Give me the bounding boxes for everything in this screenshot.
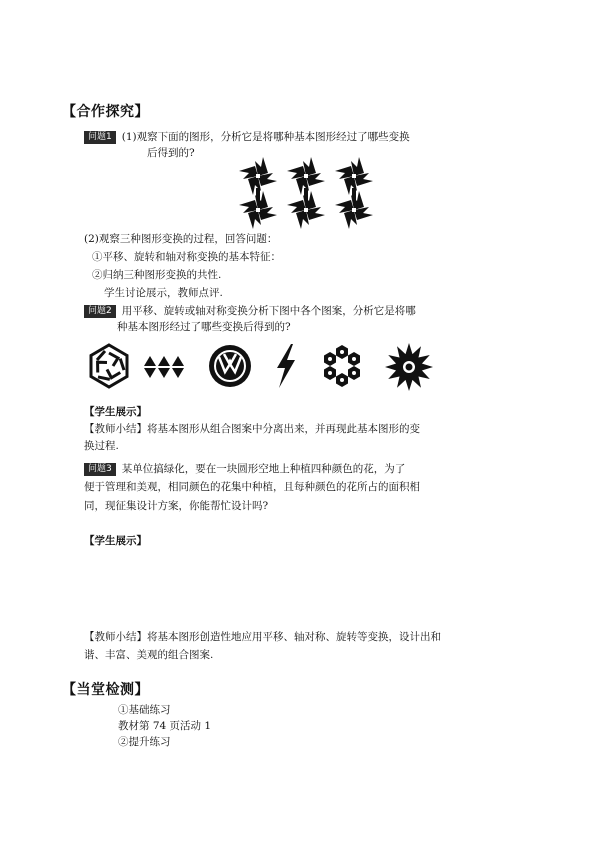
test-item-advanced-practice: ②提升练习 xyxy=(118,736,171,748)
triple-diamond-icon xyxy=(143,355,185,379)
question-3-tag: 问题3 xyxy=(84,463,116,476)
question-1-line-2: 后得到的? xyxy=(147,147,195,159)
teacher-summary-2-line-2: 谐、丰富、美观的组合图案. xyxy=(84,649,214,661)
student-show-heading-1: 【学生展示】 xyxy=(84,406,147,418)
test-item-textbook-activity: 教材第 74 页活动 1 xyxy=(118,720,212,732)
vw-logo-icon xyxy=(208,344,252,388)
pinwheel-pattern-figure xyxy=(240,160,380,228)
teacher-summary-2-line-1: 【教师小结】将基本图形创造性地应用平移、轴对称、旋转等变换，设计出和 xyxy=(84,631,441,643)
question-3-line-2: 便于管理和美观，相同颜色的花集中种植，且每种颜色的花所占的面积相 xyxy=(84,481,420,493)
question-2-line-2: 种基本图形经过了哪些变换后得到的? xyxy=(117,321,291,333)
question-1-item-2: ②归纳三种图形变换的共性. xyxy=(92,269,222,281)
section-title-in-class-test: 【当堂检测】 xyxy=(62,682,149,698)
question-2-tag: 问题2 xyxy=(84,305,116,318)
teacher-summary-1-line-2: 换过程. xyxy=(84,440,119,452)
spiral-hexagon-icon xyxy=(86,343,132,389)
pinwheel-column-2 xyxy=(287,157,325,229)
lightning-bolt-icon xyxy=(273,344,299,388)
question-3-line-1 xyxy=(84,459,405,479)
question-2-text-1: 用平移、旋转或轴对称变换分析下图中各个图案，分析它是将哪 xyxy=(121,305,416,317)
question-1-discussion: 学生讨论展示，教师点评. xyxy=(104,287,223,299)
question-1-text-1: (1)观察下面的图形，分析它是将哪种基本图形经过了哪些变换 xyxy=(121,131,410,143)
pinwheel-column-3 xyxy=(335,157,373,229)
star-flower-icon xyxy=(384,342,434,392)
section-title-cooperative-inquiry: 【合作探究】 xyxy=(62,104,149,120)
question-1-item-1: ①平移、旋转和轴对称变换的基本特征： xyxy=(92,251,281,263)
question-1-part-2-title: (2)观察三种图形变换的过程，回答问题： xyxy=(84,233,278,245)
question-3-line-3: 同，现征集设计方案，你能帮忙设计吗? xyxy=(84,500,269,512)
question-1-tag: 问题1 xyxy=(84,131,116,144)
question-1-line-1 xyxy=(84,127,410,147)
hexagon-flower-icon xyxy=(318,343,366,389)
teacher-summary-1-line-1: 【教师小结】将基本图形从组合图案中分离出来，并再现此基本图形的变 xyxy=(84,423,420,435)
test-item-basic-practice: ①基础练习 xyxy=(118,704,171,716)
question-3-text-1: 某单位搞绿化，要在一块圆形空地上种植四种颜色的花，为了 xyxy=(121,463,406,475)
student-show-heading-2: 【学生展示】 xyxy=(84,535,147,547)
pinwheel-column-1 xyxy=(239,157,277,229)
